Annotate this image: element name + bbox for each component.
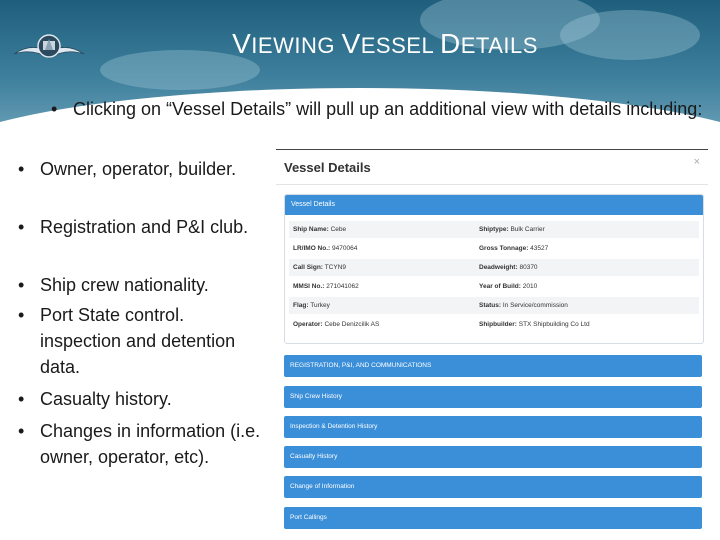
bullet-text: Port State control. inspection and detention data. bbox=[40, 305, 236, 377]
field-label: Status: bbox=[479, 302, 502, 309]
detail-row bbox=[289, 240, 699, 257]
divider bbox=[276, 184, 708, 185]
bullet-text: Owner, operator, builder. bbox=[40, 159, 237, 179]
section-registration[interactable]: REGISTRATION, P&I, AND COMMUNICATIONS bbox=[284, 355, 702, 377]
field-value: Bulk Carrier bbox=[510, 226, 545, 233]
field-value: TCYN9 bbox=[324, 264, 346, 271]
field-label: Year of Build: bbox=[479, 283, 521, 290]
field-label: Gross Tonnage: bbox=[479, 245, 529, 252]
bullet-text: Registration and P&I club. bbox=[40, 217, 249, 237]
detail-row bbox=[289, 278, 699, 295]
close-icon[interactable]: × bbox=[693, 156, 700, 168]
bullet-text: Ship crew nationality. bbox=[40, 275, 209, 295]
slide-title: VIEWING VESSEL DETAILS bbox=[232, 28, 538, 59]
field-label: MMSI No.: bbox=[293, 283, 325, 290]
section-port-callings[interactable]: Port Callings bbox=[284, 507, 702, 529]
field-value: 80370 bbox=[519, 264, 538, 271]
field-label: Call Sign: bbox=[293, 264, 323, 271]
intro-bullet bbox=[51, 96, 703, 122]
field-value: In Service/commission bbox=[502, 302, 568, 309]
field-label: Ship Name: bbox=[293, 226, 329, 233]
field-value: STX Shipbuilding Co Ltd bbox=[518, 321, 590, 328]
detail-row bbox=[289, 297, 699, 314]
field-value: 9470064 bbox=[332, 245, 358, 252]
field-value: Cebe Denizcilik AS bbox=[324, 321, 380, 328]
field-label: Shipbuilder: bbox=[479, 321, 517, 328]
field-label: Deadweight: bbox=[479, 264, 518, 271]
bullet-changes bbox=[18, 418, 270, 470]
field-value: Cebe bbox=[330, 226, 347, 233]
section-change-of-information[interactable]: Change of Information bbox=[284, 476, 702, 498]
bullet-registration bbox=[18, 214, 270, 240]
agency-logo-icon bbox=[12, 28, 86, 68]
field-value: 43527 bbox=[530, 245, 549, 252]
bullet-casualty bbox=[18, 386, 270, 412]
bullet-icon: • bbox=[51, 99, 58, 119]
bullet-icon: • bbox=[18, 275, 25, 295]
bullet-text: Casualty history. bbox=[40, 389, 172, 409]
bullet-icon: • bbox=[18, 305, 25, 325]
bullet-owner bbox=[18, 156, 270, 182]
bullet-port-state bbox=[18, 302, 270, 380]
bullet-crew bbox=[18, 272, 270, 298]
field-label: Flag: bbox=[293, 302, 309, 309]
detail-row bbox=[289, 259, 699, 276]
field-value: Turkey bbox=[310, 302, 330, 309]
panel-title: Vessel Details bbox=[284, 160, 371, 175]
field-label: LR/IMO No.: bbox=[293, 245, 331, 252]
section-casualty-history[interactable]: Casualty History bbox=[284, 446, 702, 468]
field-value: 2010 bbox=[522, 283, 538, 290]
field-label: Shiptype: bbox=[479, 226, 509, 233]
field-value: 271041062 bbox=[326, 283, 359, 290]
bullet-text: Changes in information (i.e. owner, operator, etc). bbox=[40, 421, 261, 467]
bullet-icon: • bbox=[18, 217, 25, 237]
section-crew-history[interactable]: Ship Crew History bbox=[284, 386, 702, 408]
vessel-details-card bbox=[284, 194, 704, 344]
bullet-icon: • bbox=[18, 389, 25, 409]
card-header[interactable]: Vessel Details bbox=[285, 195, 703, 215]
field-label: Operator: bbox=[293, 321, 323, 328]
section-inspection-history[interactable]: Inspection & Detention History bbox=[284, 416, 702, 438]
vessel-details-screenshot bbox=[276, 149, 708, 534]
detail-row bbox=[289, 221, 699, 238]
detail-row bbox=[289, 316, 699, 333]
bullet-icon: • bbox=[18, 421, 25, 441]
intro-text: Clicking on “Vessel Details” will pull up an additional view with details including: bbox=[73, 99, 703, 119]
bullet-icon: • bbox=[18, 159, 25, 179]
